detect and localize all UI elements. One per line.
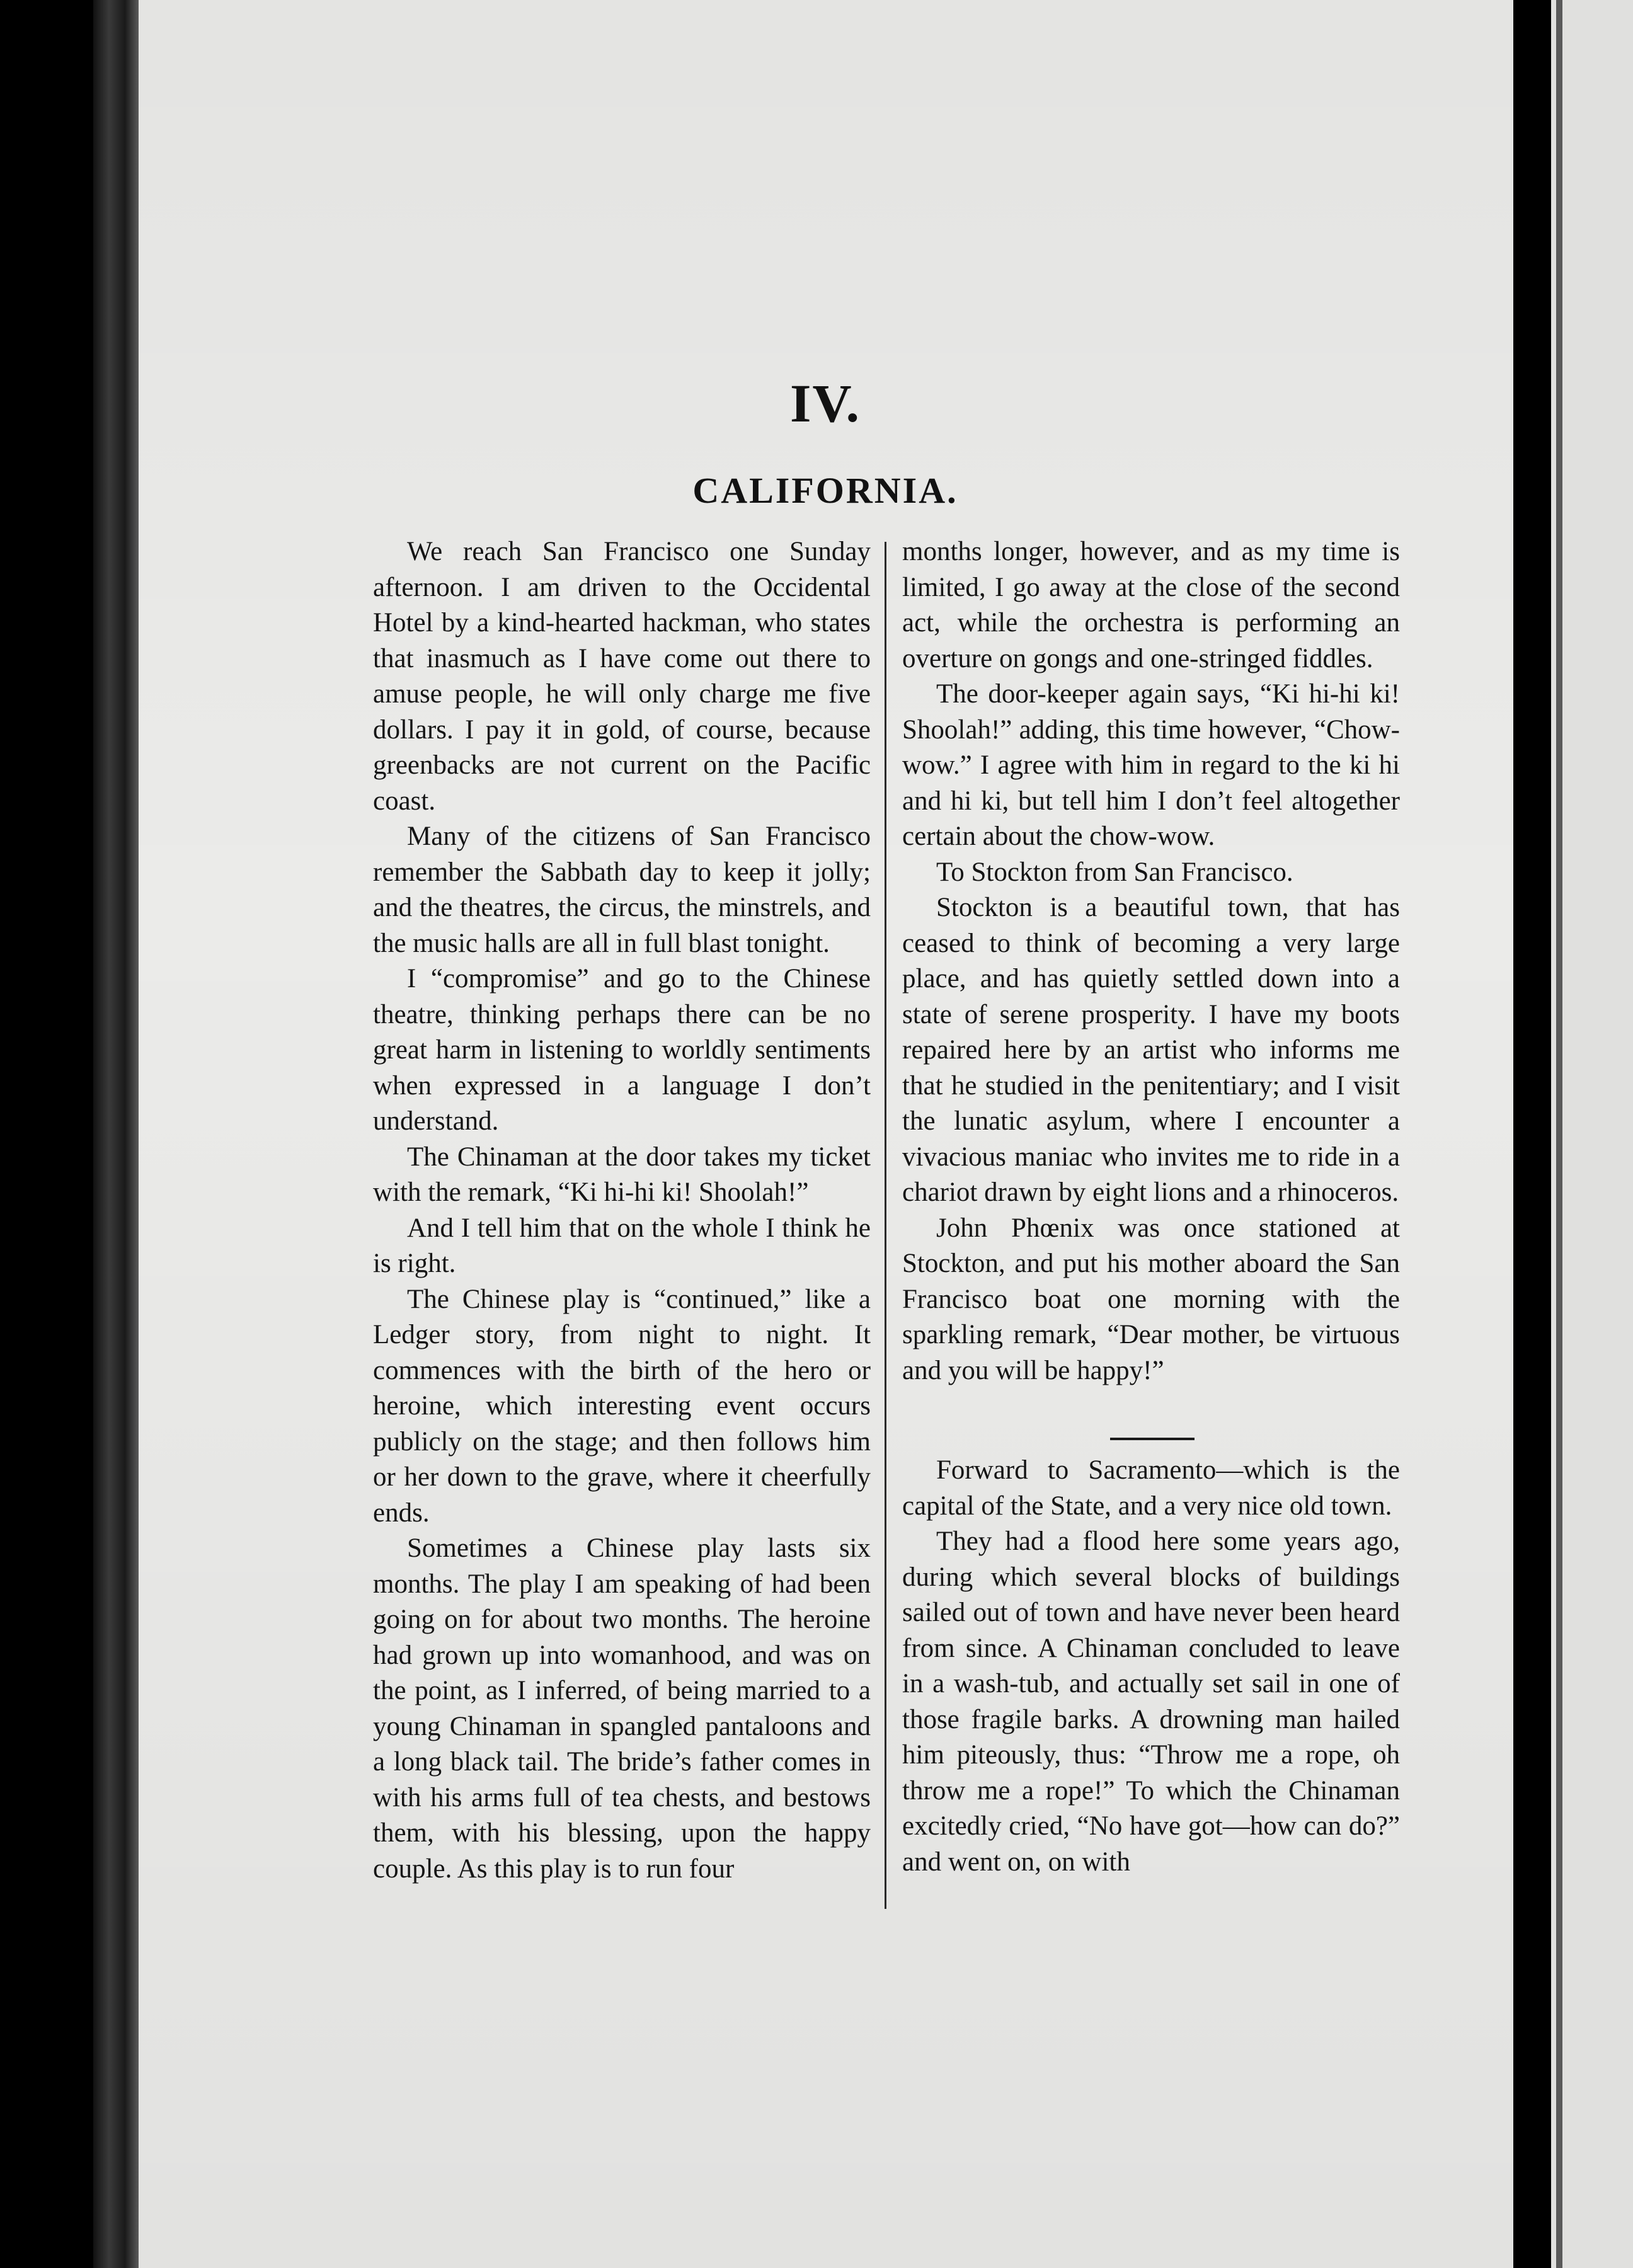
paragraph: Forward to Sacramento—which is the capital of the State, and a very nice old town. — [902, 1455, 1400, 1521]
paragraph: Sometimes a Chinese play lasts six months. The play I am speaking of had been going on for about two months. The heroine had grown up into womanhood, and was on the point, as I inferred, of being married to a young Chinaman in spangled pantaloons and a long black tail. The bride’s father comes in with his arms full of tea chests, and bestows them, with his blessing, upon the happy couple. As this play is to run four — [373, 1533, 871, 1884]
paragraph: The Chinaman at the door takes my ticket with the remark, “Ki hi-hi ki! Shoolah!” — [373, 1142, 871, 1207]
left-column — [373, 534, 871, 1887]
paragraph: The door-keeper again says, “Ki hi-hi ki! Shoolah!” adding, this time however, “Chow-wow.” I agree with him in regard to the ki hi and hi ki, but tell him I don’t feel altogether certain about the chow-wow. — [902, 679, 1400, 851]
paragraph: I “compromise” and go to the Chinese theatre, thinking perhaps there can be no great harm in listening to worldly sentiments when expressed in a language I don’t understand. — [373, 964, 871, 1136]
paragraph: Many of the citizens of San Francisco remember the Sabbath day to keep it jolly; and the theatres, the circus, the minstrels, and the music halls are all in full blast tonight. — [373, 822, 871, 958]
paragraph: John Phœnix was once stationed at Stockton, and put his mother aboard the San Francisco boat one morning with the sparkling remark, “Dear mother, be virtuous and you will be happy!” — [902, 1213, 1400, 1385]
right-column — [902, 534, 1400, 1877]
paragraph: We reach San Francisco one Sunday afternoon. I am driven to the Occidental Hotel by a kind-hearted hackman, who states that inasmuch as I have come out there to amuse people, he will only charge me five dollars. I pay it in gold, of course, because greenbacks are not current on the Pacific coast. — [373, 537, 871, 816]
paragraph-continued: months longer, however, and as my time is limited, I go away at the close of the second act, while the orchestra is performing an overture on gongs and one-stringed fiddles. — [902, 537, 1400, 673]
chapter-number: IV. — [790, 373, 861, 433]
adjacent-page-edge — [1551, 0, 1633, 2268]
column-divider — [885, 542, 886, 1909]
paragraph: To Stockton from San Francisco. — [936, 857, 1293, 887]
right-column-lower-section — [902, 1453, 1400, 1880]
paragraph: The Chinese play is “continued,” like a Ledger story, from night to night. It commences with the birth of the hero or heroine, which interesting event occurs publicly on the stage; and then follows him or her down to the grave, where it cheerfully ends. — [373, 1284, 871, 1528]
book-binding — [93, 0, 139, 2268]
section-separator-rule — [1110, 1438, 1195, 1440]
page-gutter — [1513, 0, 1551, 2268]
paragraph: Stockton is a beautiful town, that has ceased to think of becoming a very large place, and has quietly settled down into a state of serene prosperity. I have my boots repaired here by an artist who informs me that he studied in the penitentiary; and I visit the lunatic asylum, where I encounter a vivacious maniac who invites me to ride in a chariot drawn by eight lions and a rhinoceros. — [902, 893, 1400, 1207]
adjacent-page-shadow — [1556, 0, 1562, 2268]
chapter-title: CALIFORNIA. — [692, 470, 958, 511]
paragraph: They had a flood here some years ago, during which several blocks of buildings sailed out of town and have never been heard from since. A Chinaman concluded to leave in a wash-tub, and actually set sail in one of those fragile barks. A drowning man hailed him piteously, thus: “Throw me a rope, oh throw me a rope!” To which the Chinaman excitedly cried, “No have got—how can do?” and went on, on with — [902, 1526, 1400, 1877]
paragraph: And I tell him that on the whole I think he is right. — [373, 1213, 871, 1278]
